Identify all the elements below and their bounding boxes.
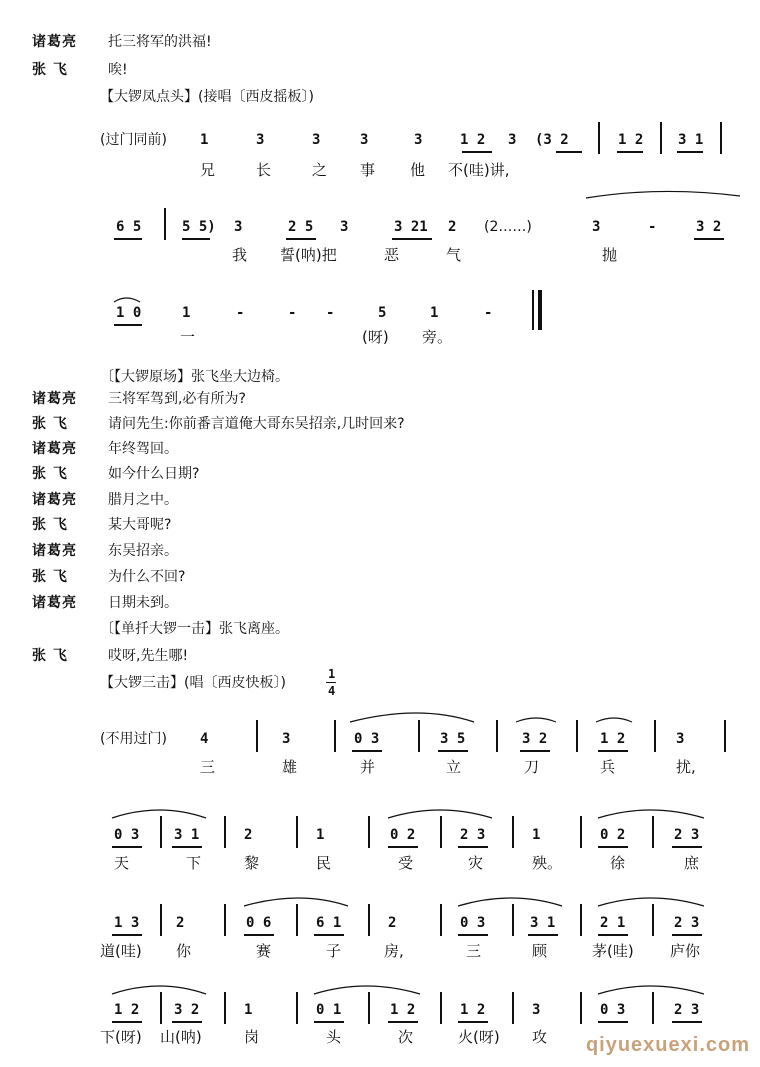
lyric: 兄 — [200, 161, 216, 179]
note: 3 — [282, 731, 291, 747]
slur — [114, 298, 140, 302]
lyric: 刀 — [524, 758, 540, 776]
slur — [598, 898, 704, 906]
lyric: 火(呀) — [458, 1028, 500, 1046]
dialogue-line: 日期未到。 — [108, 595, 178, 611]
note: 4 — [200, 731, 209, 747]
note: 0 2 — [390, 827, 416, 843]
slur — [598, 986, 704, 994]
stave-prefix: (过门同前) — [100, 132, 167, 148]
lyric: 黎 — [244, 854, 260, 872]
speaker-label: 张 飞 — [32, 416, 68, 432]
note: 3 — [360, 132, 369, 148]
note: - — [236, 305, 245, 321]
note: 3 — [256, 132, 265, 148]
lyric: 你 — [176, 942, 192, 960]
lyric: 誓(呐)把 — [280, 246, 337, 264]
lyric: 房, — [384, 942, 404, 960]
speaker-label: 张 飞 — [32, 62, 68, 78]
lyric: 攻 — [532, 1028, 548, 1046]
note: 2 3 — [674, 827, 700, 843]
note: 3 1 — [678, 132, 704, 148]
note: - — [484, 305, 493, 321]
note: 3 — [676, 731, 685, 747]
slur — [112, 986, 206, 994]
dialogue-line: 哎呀,先生哪! — [108, 648, 189, 664]
dialogue-line: 为什么不回? — [108, 569, 186, 585]
lyric: 并 — [360, 758, 376, 776]
note: 5 — [378, 305, 387, 321]
note: 1 — [182, 305, 191, 321]
stave-prefix: (不用过门) — [100, 731, 167, 747]
stage-cue: 【大锣三击】(唱〔西皮快板〕) — [100, 675, 286, 691]
lyric: 受 — [398, 854, 414, 872]
time-signature-top: 1 — [328, 667, 336, 681]
note: 3 — [508, 132, 517, 148]
site-watermark: qiyuexuexi.com — [585, 1034, 750, 1056]
lyric: 气 — [446, 246, 462, 264]
slur — [112, 810, 206, 818]
lyric: 雄 — [282, 758, 298, 776]
note: 1 2 — [600, 731, 626, 747]
note: 2 3 — [674, 915, 700, 931]
slur — [598, 810, 704, 818]
note: - — [648, 219, 657, 235]
lyric: 次 — [398, 1028, 414, 1046]
note: 2 — [448, 219, 457, 235]
note: (2……) — [484, 219, 532, 235]
dialogue-line: 三将军驾到,必有所为? — [108, 391, 246, 407]
note: 1 0 — [116, 305, 142, 321]
note: 1 — [200, 132, 209, 148]
note: 3 — [532, 1002, 541, 1018]
lyric: 岗 — [244, 1028, 260, 1046]
slur — [388, 810, 492, 818]
note: - — [326, 305, 335, 321]
lyric: 不(哇)讲, — [448, 161, 510, 179]
lyric: 山(呐) — [160, 1028, 202, 1046]
lyric: 庐你 — [670, 942, 701, 960]
lyric: 顾 — [532, 942, 548, 960]
lyric: 赛 — [256, 942, 272, 960]
note: 6 5 — [116, 219, 142, 235]
slur — [586, 191, 740, 198]
dialogue-line: 某大哥呢? — [108, 517, 172, 533]
lyric: 民 — [316, 854, 332, 872]
note: 0 3 — [600, 1002, 626, 1018]
lyric: 三 — [466, 942, 482, 960]
note: 1 2 — [460, 132, 486, 148]
dialogue-line: 腊月之中。 — [108, 492, 178, 508]
note: 3 5 — [440, 731, 466, 747]
note: - — [288, 305, 297, 321]
note: 0 3 — [114, 827, 140, 843]
speaker-label: 诸葛亮 — [32, 441, 77, 457]
note: 1 2 — [114, 1002, 140, 1018]
speaker-label: 诸葛亮 — [32, 595, 77, 611]
note: 3 2 — [174, 1002, 200, 1018]
speaker-label: 诸葛亮 — [32, 34, 77, 50]
note: 3 — [234, 219, 243, 235]
note: 2 — [244, 827, 253, 843]
note: 3 1 — [174, 827, 200, 843]
dialogue-line: 如今什么日期? — [108, 466, 200, 482]
dialogue-line: 东吴招亲。 — [108, 543, 178, 559]
note: 0 6 — [246, 915, 272, 931]
slur — [516, 718, 556, 722]
note: 2 1 — [600, 915, 626, 931]
note: 1 — [430, 305, 439, 321]
note: 2 3 — [460, 827, 486, 843]
slur — [458, 898, 562, 906]
lyric: 天 — [114, 854, 130, 872]
speaker-label: 张 飞 — [32, 517, 68, 533]
note: 0 2 — [600, 827, 626, 843]
lyric: 我 — [232, 246, 248, 264]
note: 3 21 — [394, 219, 428, 235]
lyric: 子 — [326, 942, 342, 960]
dialogue-line: 请问先生:你前番言道俺大哥东吴招亲,几时回来? — [108, 416, 405, 432]
slur — [596, 718, 632, 722]
note: 1 — [244, 1002, 253, 1018]
lyric: 长 — [256, 161, 272, 179]
lyric: 头 — [326, 1028, 342, 1046]
note: 3 — [312, 132, 321, 148]
lyric: 事 — [360, 161, 376, 179]
slur — [244, 898, 348, 906]
lyric: (呀) — [362, 328, 389, 346]
lyric: 庶 — [684, 854, 700, 872]
speaker-label: 张 飞 — [32, 569, 68, 585]
lyric: 殃。 — [532, 854, 563, 872]
note: 1 — [532, 827, 541, 843]
lyric: 一 — [180, 328, 196, 346]
lyric: 扰, — [676, 758, 696, 776]
note: 6 1 — [316, 915, 342, 931]
note: 3 — [592, 219, 601, 235]
note: 3 — [340, 219, 349, 235]
lyric: 抛 — [602, 246, 618, 264]
lyric: 旁。 — [422, 328, 453, 346]
stage-direction: 〔【单扦大锣一击】张飞离座。 — [100, 621, 289, 637]
slur — [314, 986, 420, 994]
lyric: 下 — [186, 854, 202, 872]
note: 1 2 — [618, 132, 644, 148]
lyric: 下(呀) — [100, 1028, 142, 1046]
note: 2 5 — [288, 219, 314, 235]
lyric: 他 — [410, 161, 426, 179]
time-signature-bottom: 4 — [328, 684, 336, 698]
note: 3 2 — [696, 219, 722, 235]
speaker-label: 诸葛亮 — [32, 492, 77, 508]
stage-direction: 〔【大锣原场】张飞坐大边椅。 — [100, 369, 289, 385]
lyric: 三 — [200, 758, 216, 776]
lyric: 兵 — [600, 758, 616, 776]
lyric: 之 — [312, 161, 328, 179]
note: 0 1 — [316, 1002, 342, 1018]
dialogue-line: 托三将军的洪福! — [108, 34, 212, 50]
note: (3 2 — [535, 132, 569, 148]
note: 3 1 — [530, 915, 556, 931]
note: 2 3 — [674, 1002, 700, 1018]
speaker-label: 诸葛亮 — [32, 391, 77, 407]
slur — [350, 713, 474, 722]
dialogue-line: 唉! — [108, 62, 128, 78]
lyric: 茅(哇) — [592, 942, 634, 960]
note: 1 2 — [460, 1002, 486, 1018]
stage-cue: 【大锣凤点头】(接唱〔西皮摇板〕) — [100, 89, 314, 105]
lyric: 立 — [446, 758, 462, 776]
speaker-label: 张 飞 — [32, 466, 68, 482]
note: 1 2 — [390, 1002, 416, 1018]
note: 5 5) — [182, 219, 216, 235]
lyric: 灾 — [468, 854, 484, 872]
note: 2 — [176, 915, 185, 931]
note: 2 — [388, 915, 397, 931]
lyric: 道(哇) — [100, 942, 142, 960]
dialogue-line: 年终驾回。 — [108, 441, 178, 457]
lyric: 恶 — [384, 246, 400, 264]
speaker-label: 张 飞 — [32, 648, 68, 664]
note: 0 3 — [460, 915, 486, 931]
note: 1 3 — [114, 915, 140, 931]
note: 0 3 — [354, 731, 380, 747]
note: 3 2 — [522, 731, 548, 747]
speaker-label: 诸葛亮 — [32, 543, 77, 559]
lyric: 徐 — [610, 854, 626, 872]
note: 3 — [414, 132, 423, 148]
note: 1 — [316, 827, 325, 843]
